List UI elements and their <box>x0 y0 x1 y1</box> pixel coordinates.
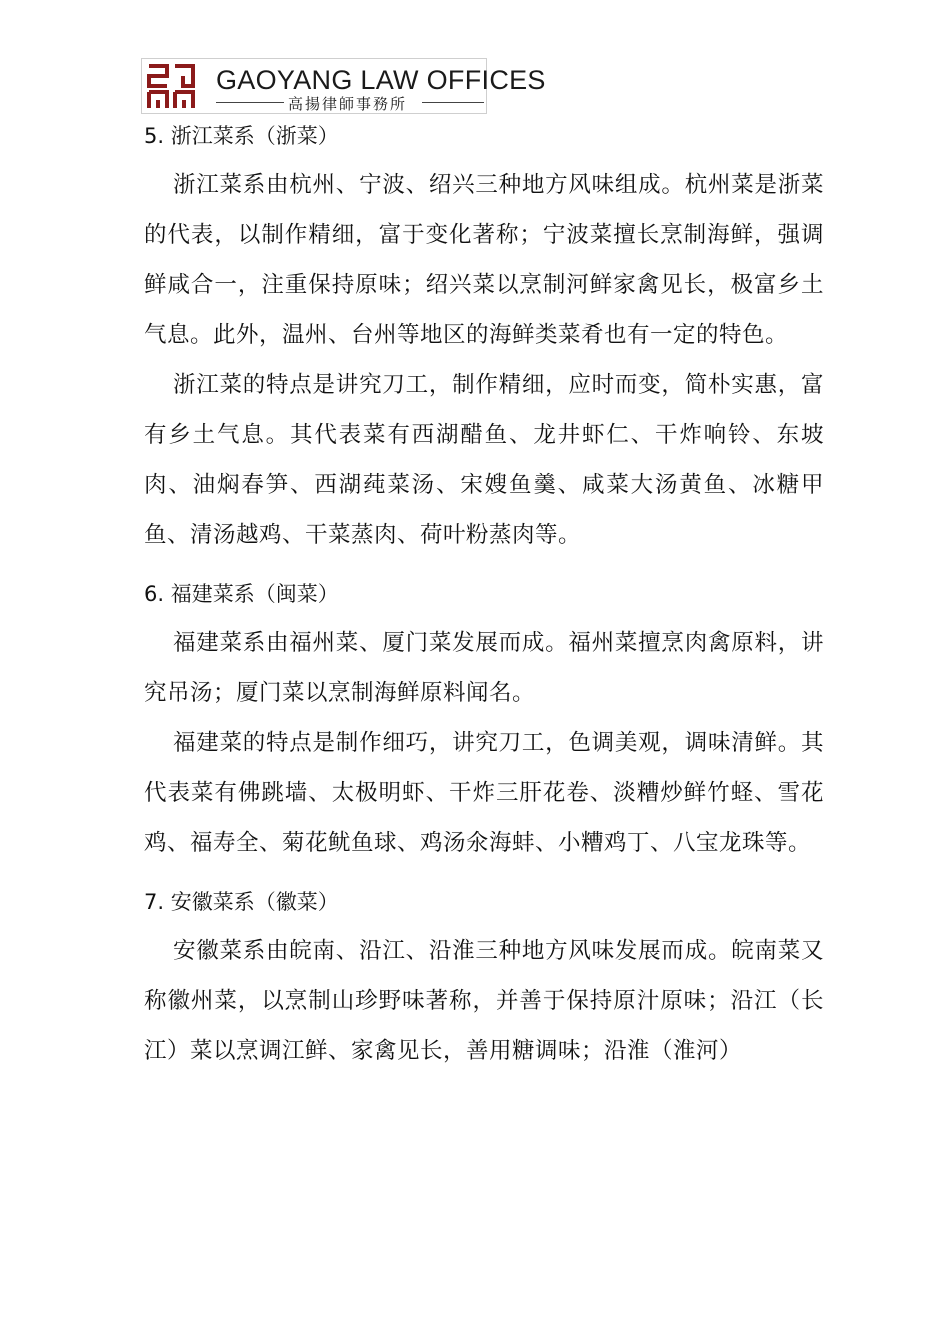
section-anhui <box>144 888 824 1076</box>
paragraph: 福建菜系由福州菜、厦门菜发展而成。福州菜擅烹肉禽原料，讲究吊汤；厦门菜以烹制海鲜原料闻名。 <box>144 630 824 706</box>
section-zhejiang <box>144 122 824 560</box>
section-fujian <box>144 580 824 868</box>
logo-rule-right <box>422 102 484 103</box>
law-office-logo <box>141 58 546 114</box>
logo-title: GAOYANG LAW OFFICES <box>216 65 546 95</box>
section-heading: 5. 浙江菜系（浙菜） <box>144 124 339 148</box>
logo-rule-left <box>216 102 284 103</box>
section-heading: 7. 安徽菜系（徽菜） <box>144 890 339 914</box>
paragraph: 浙江菜系由杭州、宁波、绍兴三种地方风味组成。杭州菜是浙菜的代表，以制作精细，富于变化著称；宁波菜擅长烹制海鲜，强调鲜咸合一，注重保持原味；绍兴菜以烹制河鲜家禽见长，极富乡土气息。此外，温州、台州等地区的海鲜类菜肴也有一定的特色。 <box>144 172 824 348</box>
section-heading: 6. 福建菜系（闽菜） <box>144 582 339 606</box>
document-body <box>144 122 824 1076</box>
paragraph: 福建菜的特点是制作细巧，讲究刀工，色调美观，调味清鲜。其代表菜有佛跳墙、太极明虾、干炸三肝花卷、淡糟炒鲜竹蛏、雪花鸡、福寿全、菊花鱿鱼球、鸡汤氽海蚌、小糟鸡丁、八宝龙珠等。 <box>144 730 824 856</box>
logo-emblem-icon <box>145 62 197 112</box>
paragraph: 安徽菜系由皖南、沿江、沿淮三种地方风味发展而成。皖南菜又称徽州菜，以烹制山珍野味著称，并善于保持原汁原味；沿江（长江）菜以烹调江鲜、家禽见长，善用糖调味；沿淮（淮河） <box>144 938 824 1064</box>
logo-subtitle: 高揚律師事務所 <box>288 95 408 113</box>
paragraph: 浙江菜的特点是讲究刀工，制作精细，应时而变，简朴实惠，富有乡土气息。其代表菜有西湖醋鱼、龙井虾仁、干炸响铃、东坡肉、油焖春笋、西湖莼菜汤、宋嫂鱼羹、咸菜大汤黄鱼、冰糖甲鱼、清汤越鸡、干菜蒸肉、荷叶粉蒸肉等。 <box>144 372 824 548</box>
